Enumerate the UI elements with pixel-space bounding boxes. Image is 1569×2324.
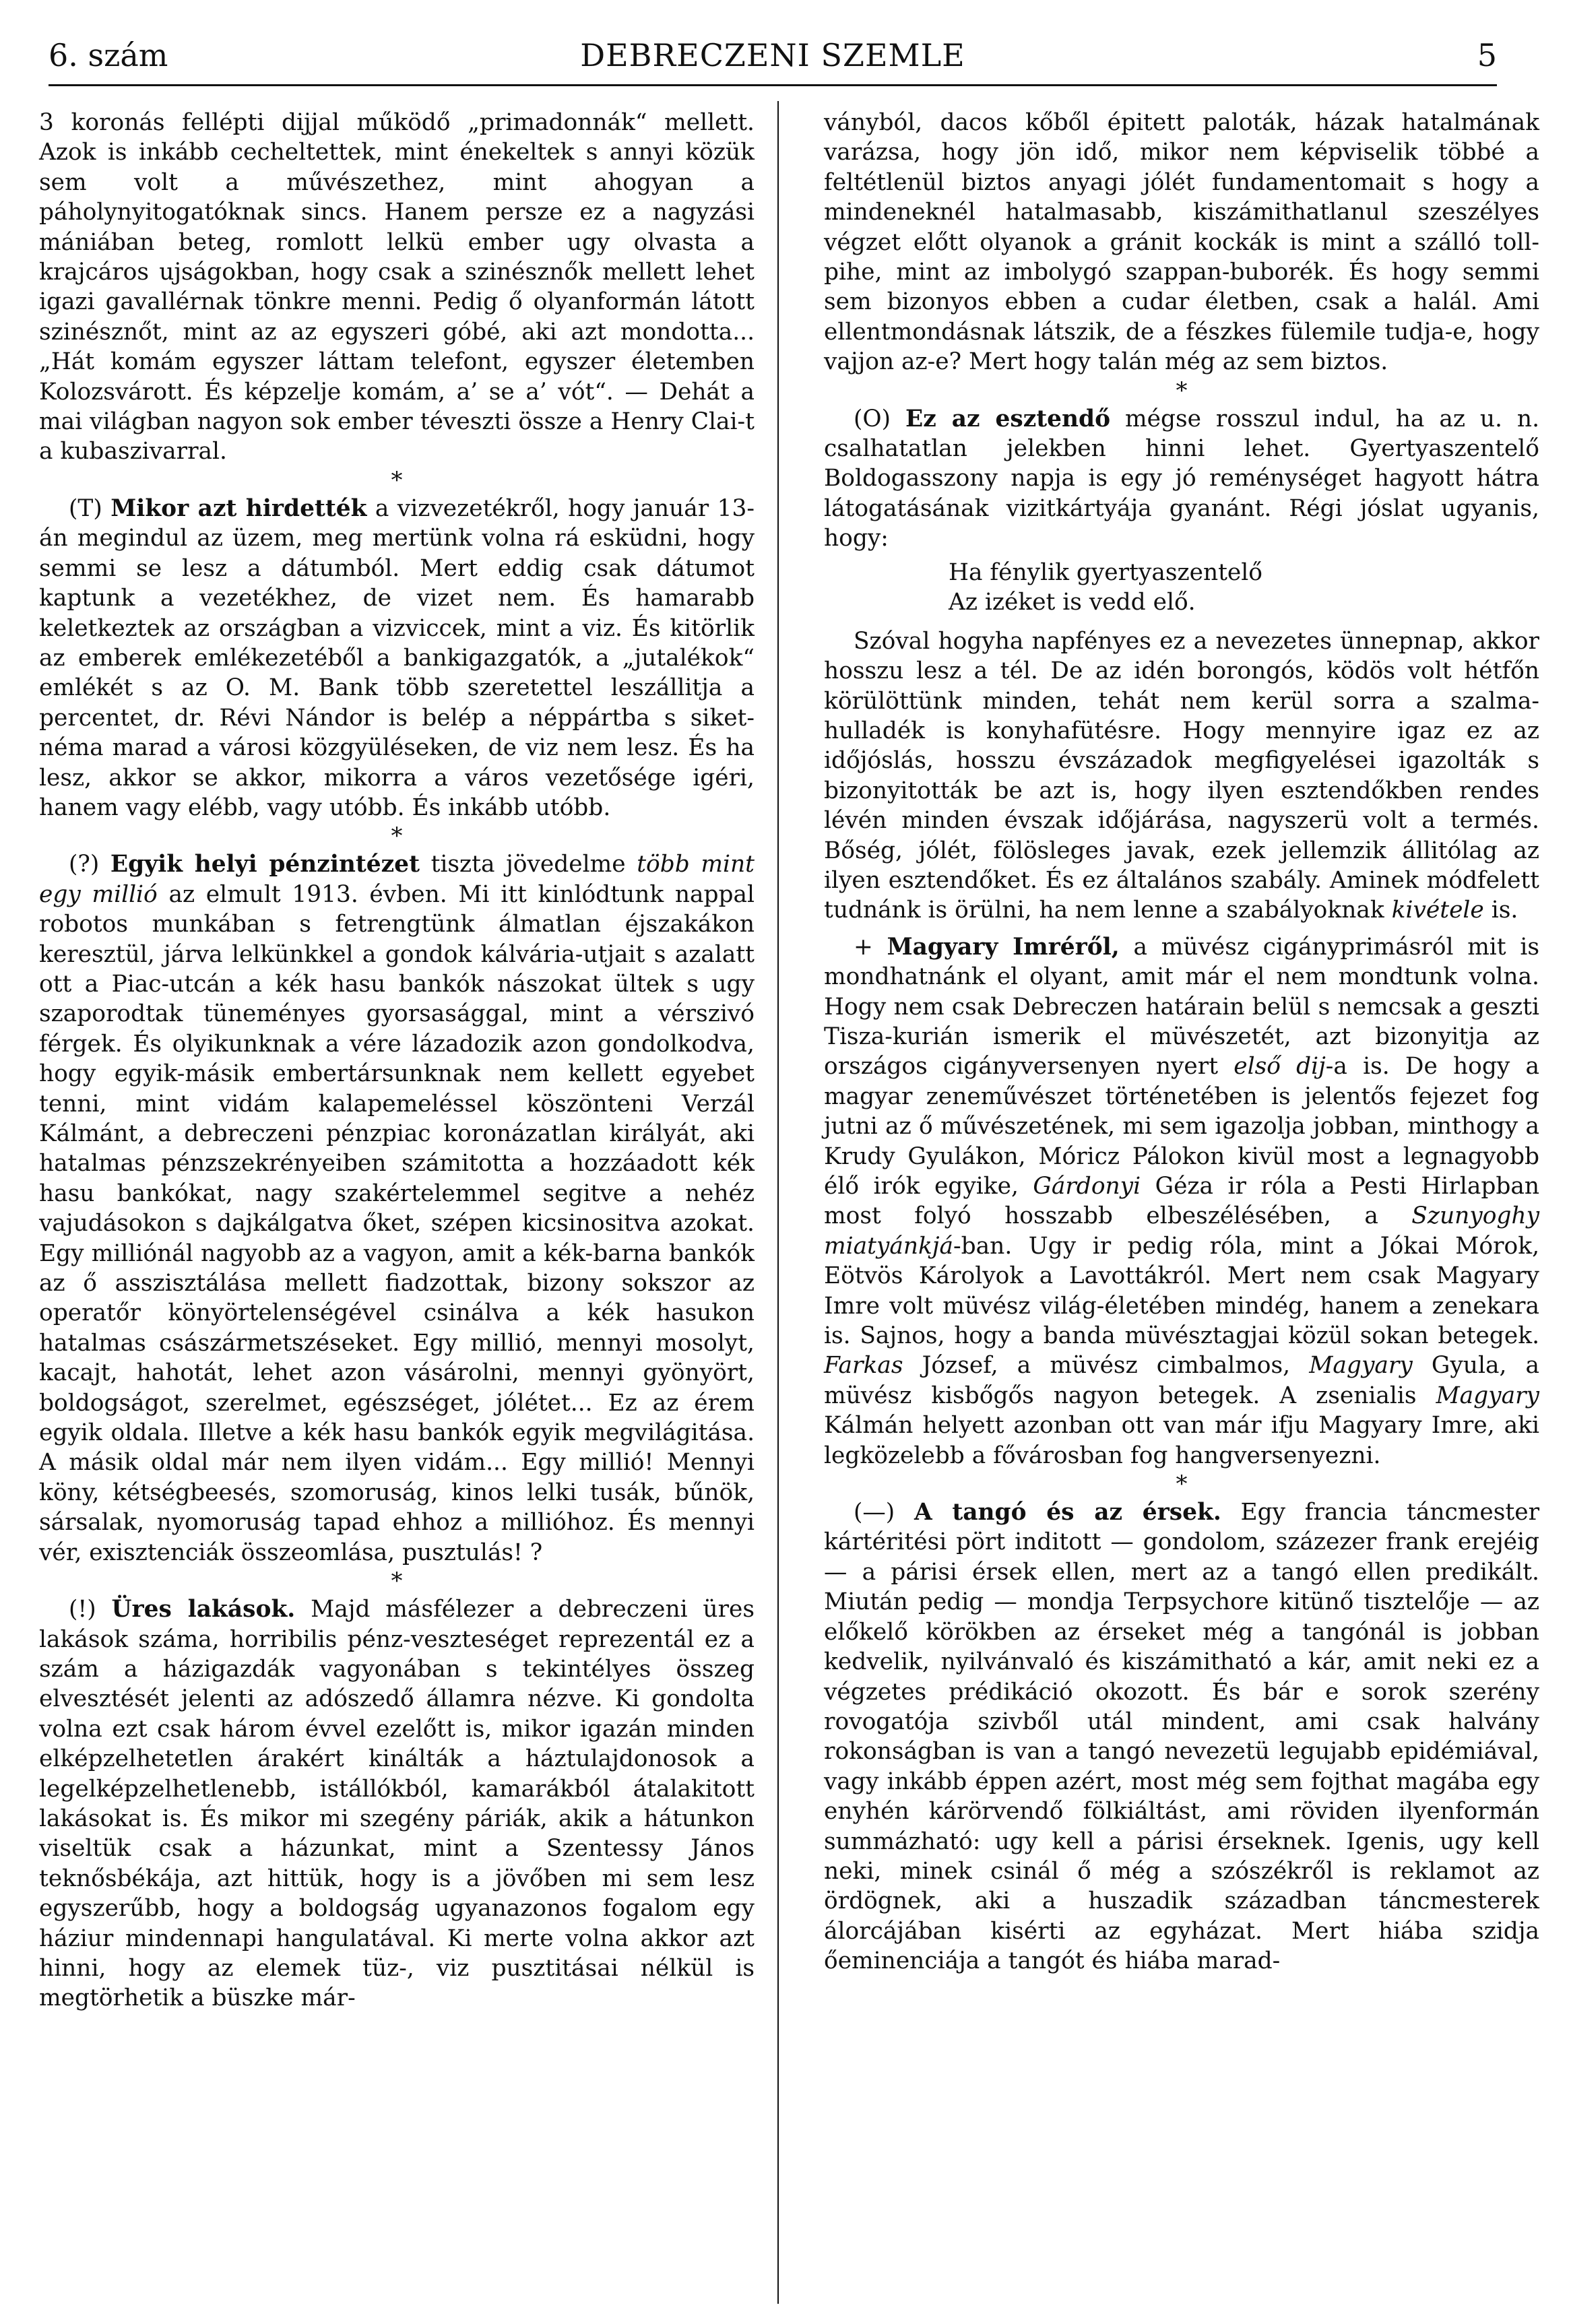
article-tango — [824, 1497, 1539, 1976]
article-heading: Mikor azt hirdették — [110, 494, 367, 522]
article-text: Kálmán helyett azonban ott van már ifju Magyary Imre, aki legközelebb a fővárosban fog hangversenyezni. — [824, 1412, 1539, 1469]
article-italic: Farkas — [824, 1352, 903, 1380]
article-body: mégse rosszul indul, ha az u. n. csalhatatlan jelekben hinni lehet. Gyertyaszentelő Boldogasszony napja is egy jó reménységet hagyott hátra látogatásának vizitkártyája gyanánt. Régi jóslat ugyanis, hogy: — [824, 405, 1539, 552]
article-body: Szóval hogyha napfényes ez a nevezetes ünnepnap, akkor hosszu lesz a tél. De az idén borongós, ködös volt hétfőn körülöttünk minden, tehát nem kerül sorra a szalma-hulladék is konyhafütésre. Hogy mennyire igaz ez az időjóslás, hosszu évszázadok megfigyelései igazolták s bizonyitották be azt is, hogy ilyen esztendőkben rendes lévén minden évszak időjárása, nagyszerü volt a termés. Bőség, jólét, fölösleges javak, ezek jellemzik állitólag az ilyen esztendőket. És ez általános szabály. Aminek módfelett tudnánk is örülni, ha nem lenne a szabályoknak — [824, 627, 1539, 924]
journal-title: DEBRECZENI SZEMLE — [580, 37, 965, 73]
column-divider — [777, 101, 779, 2304]
section-separator: * — [1176, 1471, 1188, 1498]
issue-number: 6. szám — [49, 37, 168, 73]
verse-line: Az izéket is vedd elő. — [949, 588, 1196, 616]
article-text: -ban. Ugy ir pedig róla, mint a Jókai Mórok, Eötvös Károlyok a Lavottákról. Mert nem csak Magyary Imre volt müvész világ-életében mindég, hanem a zenekara is. Sajnos, hogy a banda müvésztagjai közül sokan betegek. — [824, 1232, 1539, 1350]
article-magyary — [824, 932, 1539, 1471]
article-text: Géza ir róla a Pesti Hirlapban most folyó hosszabb elbeszélésében, a — [824, 1173, 1540, 1230]
article-mark: (T) — [69, 494, 102, 522]
article-body: Majd másfélezer a debreczeni üres lakások száma, horribilis pénz-veszteséget reprezentál ez a szám a házigazdák vagyonában s tekintélyes összeg elvesztését jelenti az adószedő államra nézve. Ki gondolta volna ezt csak három évvel ezelőtt is, mikor igazán minden elképzelhetetlen árakért kinálták a háztulajdonosok a legelképzelhetlenebb, istállókból, kamarákból átalakitott lakásokat is. És mikor mi szegény páriák, akik a hátunkon viseltük csak a házunkat, mint a Szentessy János teknősbékája, azt hittük, hogy is a jövőben mi sem lesz egyszerűbb, hogy a boldogság ugyanazonos fogalom egy háziur mindennapi hangulatával. Ki merte volna akkor azt hinni, hogy az elemek tüz-, viz pusztitásai nélkül is megtörhetik a büszke már- — [39, 1596, 755, 2012]
section-separator: * — [1176, 377, 1188, 404]
left-column — [39, 108, 755, 2013]
right-column — [824, 108, 1539, 1976]
article-heading: Üres lakások. — [111, 1596, 296, 1623]
header-rule — [49, 84, 1497, 86]
article-italic: kivétele — [1391, 897, 1484, 924]
page-header — [49, 37, 1497, 84]
article-text: -a is. De hogy a magyar zeneművészet történetében is jelentős fejezet fog jutni az ő művészetének, mi sem igazolja jobban, minthogy a Krudy Gyulákon, Móricz Pálokon kivül most a legnagyobb élő irók egyike, — [824, 1053, 1539, 1200]
article-body: a vizvezetékről, hogy január 13-án megindul az üzem, meg mertünk volna rá esküdni, hogy semmi se lesz a dátumból. Mert eddig csak dátumot kaptunk a vezetékhez, de vizet nem. És hamarabb keletkeztek az országban a vizviccek, mint a viz. És kitörlik az emberek emlékezetéből a bankigazgatók, a „jutalékok“ emlékét s az O. M. Bank több szeretettel leszállitja a percentet, dr. Révi Nándor is belép a néppártba s siket-néma marad a városi közgyüléseken, de viz nem lesz. És ha lesz, akkor se akkor, mikorra a város vezetősége igéri, hanem vagy elébb, vagy utóbb. És inkább utóbb. — [39, 494, 755, 821]
article-mark: (O) — [854, 405, 891, 432]
article-vizvezetek — [39, 494, 755, 822]
page-number: 5 — [1477, 37, 1497, 73]
article-heading: Magyary Imréről, — [887, 933, 1120, 961]
article-body: az elmult 1913. évben. Mi itt kinlódtunk nappal robotos munkában s fetrengtünk álmatlan éjszakákon keresztül, járva lelkünkkel a gondok kálvária-utjait s azalatt ott a Piac-utcán a kék hasu bankók nászokat ültek s ugy szaporodtak tüneményes gyorsasággal, mint a vérszivó férgek. És olyikunknak a vére lázadozik azon gondolkodva, hogy egyik-másik embertársunknak nem kellett egyebet tenni, mint vidám kalapemeléssel köszönteni Verzál Kálmánt, a debreczeni pénzpiac koronázatlan királyát, aki hatalmas pénzszekrényeiben számitotta a hozzáadott kék hasu bankókat, nagy szakértelemmel segitve a nehéz vajudásokon s dajkálgatva őket, szépen kicsinositva azokat. Egy milliónál nagyobb az a vagyon, amit a kék-barna bankók az ő asszisztálása mellett fiadzottak, bizony sokszor az operatőr könyörtelenségével csinálva a kék hasukon hatalmas császármetszéseket. Egy millió, mennyi mosolyt, kacajt, hahotát, lehet azon vásárolni, mennyi gyönyört, boldogságot, szerelmet, egészséget, jólétet... Ez az érem egyik oldala. Illetve a kék hasu bankók egyik megvilágitása. A másik oldal már nem ilyen vidám... Egy millió! Mennyi köny, kétségbeesés, szomoruság, kinos lelki tusák, bűnök, sársalak, nyomoruság tapad ehhoz a millióhoz. És mennyi vér, exisztenciák összeomlása, pusztulás! ? — [39, 880, 755, 1566]
article-text: a müvész cigányprimásról mit is mondhatnánk el olyant, amit már el nem mondtunk volna. Hogy nem csak Debreczen határain belül s nemcsak a geszti Tisza-kurián ismerik el müvészetét, azt bizonyitja az országos cigányversenyen nyert — [824, 933, 1540, 1080]
article-esztendo-cont — [824, 626, 1539, 926]
section-separator: * — [391, 1568, 403, 1595]
article-mark: + — [854, 933, 873, 961]
article-text: tiszta jövedelme — [430, 851, 626, 878]
article-text: Gyula, a müvész kisbőgős nagyon betegek. A zsenialis — [824, 1352, 1539, 1409]
article-esztendo — [824, 404, 1539, 554]
article-mark: (—) — [854, 1499, 895, 1526]
article-mark: (?) — [69, 851, 100, 878]
section-separator: * — [391, 822, 403, 850]
section-separator: * — [391, 466, 403, 494]
article-italic: Szunyoghy miatyánkjá — [824, 1202, 1539, 1260]
article-heading: A tangó és az érsek. — [914, 1499, 1221, 1526]
article-body: Egy francia táncmester kártéritési pört inditott — gondolom, százezer frank erejéig — a párisi érsek ellen, mert az a tangó ellen predikált. Miután pedig — mondja Terpsychore kitünő tisztelője — az előkelő körökben az érseket még a tangónál is jobban kedvelik, nyilvánvaló és kiszámitható a kár, amit neki ez a végzetes prédikáció okozott. És bár e sorok szerény rovogatója szivből utál mindent, ami csak halvány rokonságban is van a tangó nevezetü legujabb epidémiával, vagy inkább éppen azért, most még sem fojthat magába egy enyhén kárörvendő fölkiáltást, ami röviden ilyenformán summázható: ugy kell a párisi érseknek. Igenis, ugy kell neki, minek csinál ő még a szószékről is reklamot az ördögnek, aki a huszadik században táncmesterek álorcájában kisérti az egyházat. Mert hiába szidja őeminenciája a tangót és hiába marad- — [824, 1499, 1540, 1975]
article-ures-lakasok — [39, 1594, 755, 2013]
article-heading: Ez az esztendő — [905, 405, 1111, 432]
article-continuation: ványból, dacos kőből épitett paloták, házak hatalmának varázsa, hogy jön idő, mikor nem képviselik többé a feltétlenül biztos anyagi jólét fundamentomait s hogy a mindeneknél hatalmasabb, kiszámithatlanul szeszélyes végzet előtt olyanok a gránit kockák is mint a szálló toll-pihe, mint az imbolygó szappan-buborék. És hogy semmi sem bizonyos ebben a cudar életben, csak a halál. Ami ellentmondásnak látszik, de a fészkes fülemile tudja-e, hogy vajjon az-e? Mert hogy talán még az sem biztos. — [824, 109, 1539, 376]
article-penzintezet — [39, 849, 755, 1568]
verse-quote — [949, 558, 1539, 617]
article-continuation: 3 koronás fellépti dijjal működő „primadonnák“ mellett. Azok is inkább cecheltettek, mint énekeltek s annyi közük sem volt a művészethez, mint ahogyan a páholynyitogatóknak sincs. Hanem persze ez a nagyzási mániában beteg, romlott lelkü ember ugy olvasta a krajcáros ujságokban, hogy csak a szinésznők mellett lehet igazi gavallérnak tönkre menni. Pedig ő olyanformán látott szinésznőt, mint az az egyszeri góbé, aki azt mondotta... „Hát komám egyszer láttam telefont, egyszer életemben Kolozsvárott. És képzelje komám, a’ se a’ vót“. — Dehát a mai világban nagyon sok ember téveszti össze a Henry Clai-t a kubaszivarral. — [39, 109, 755, 465]
article-italic: első dij — [1234, 1053, 1326, 1080]
article-italic: Gárdonyi — [1033, 1173, 1141, 1200]
article-italic: Magyary — [1309, 1352, 1413, 1380]
article-text: József, a müvész cimbalmos, — [922, 1352, 1291, 1380]
article-italic: több mint egy millió — [39, 851, 755, 908]
article-heading: Egyik helyi pénzintézet — [110, 851, 420, 878]
article-mark: (!) — [69, 1596, 96, 1623]
article-italic: Magyary — [1436, 1382, 1539, 1409]
verse-line: Ha fénylik gyertyaszentelő — [949, 558, 1262, 586]
article-text: is. — [1491, 897, 1518, 924]
